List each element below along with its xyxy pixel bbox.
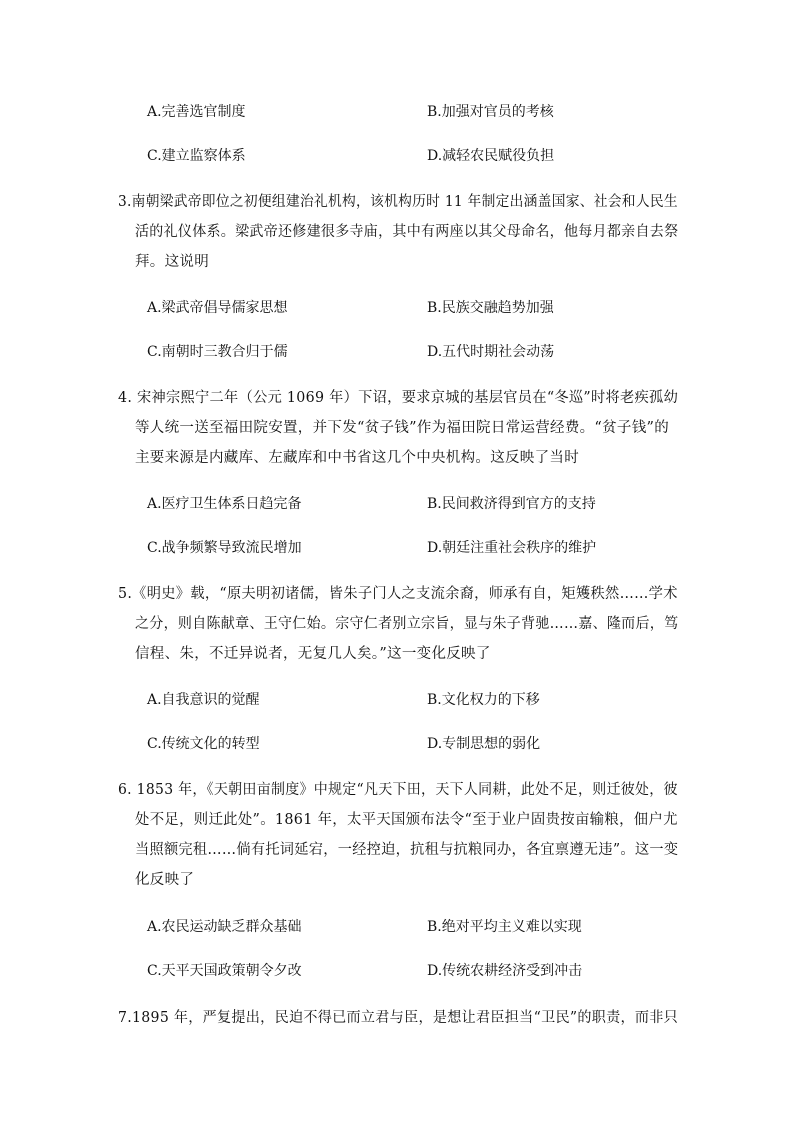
q3-option-a: A.梁武帝倡导儒家思想 xyxy=(147,300,288,316)
q3-option-b: B.民族交融趋势加强 xyxy=(427,300,554,316)
q7-stem-line-1: 7.1895 年，严复提出，民迫不得已而立君与臣，是想让君臣担当“卫民”的职责，而非只 xyxy=(118,1010,679,1026)
q2-option-b: B.加强对官员的考核 xyxy=(427,104,554,120)
q6-option-a: A.农民运动缺乏群众基础 xyxy=(147,919,302,935)
q4-option-b: B.民间救济得到官方的支持 xyxy=(427,496,596,512)
q6-stem-line-4: 化反映了 xyxy=(135,872,195,888)
q5-stem-line-3: 信程、朱，不迁异说者，无复几人矣。”这一变化反映了 xyxy=(135,646,491,662)
q4-stem-line-2: 等人统一送至福田院安置，并下发“贫子钱”作为福田院日常运营经费。“贫子钱”的 xyxy=(135,420,670,436)
q3-stem-line-1: 3.南朝梁武帝即位之初便组建治礼机构，该机构历时 11 年制定出涵盖国家、社会和人民生 xyxy=(118,194,678,210)
q4-option-a: A.医疗卫生体系日趋完备 xyxy=(147,496,302,512)
q3-stem-line-3: 拜。这说明 xyxy=(135,254,209,270)
q2-option-a: A.完善选官制度 xyxy=(147,104,246,120)
q5-option-a: A.自我意识的觉醒 xyxy=(147,692,260,708)
q5-option-b: B.文化权力的下移 xyxy=(427,692,540,708)
q5-stem-line-1: 5.《明史》载，“原夫明初诸儒，皆朱子门人之支流余裔，师承有自，矩矱秩然……学术 xyxy=(118,586,678,602)
q6-option-c: C.天平天国政策朝令夕改 xyxy=(147,963,302,979)
q6-option-d: D.传统农耕经济受到冲击 xyxy=(427,963,583,979)
q6-stem-line-1: 6. 1853 年，《天朝田亩制度》中规定“凡天下田，天下人同耕，此处不足，则迁彼处，彼 xyxy=(118,782,678,798)
q4-stem-line-3: 主要来源是内藏库、左藏库和中书省这几个中央机构。这反映了当时 xyxy=(135,450,579,466)
q6-option-b: B.绝对平均主义难以实现 xyxy=(427,919,582,935)
q5-option-d: D.专制思想的弱化 xyxy=(427,736,541,752)
q2-option-c: C.建立监察体系 xyxy=(147,148,246,164)
q5-stem-line-2: 之分，则自陈献章、王守仁始。宗守仁者别立宗旨，显与朱子背驰……嘉、隆而后，笃 xyxy=(135,616,679,632)
q5-option-c: C.传统文化的转型 xyxy=(147,736,260,752)
q4-stem-line-1: 4. 宋神宗熙宁二年（公元 1069 年）下诏，要求京城的基层官员在“冬巡”时将老疾孤幼 xyxy=(118,390,679,406)
q6-stem-line-3: 当照额完租……倘有托词延宕，一经控迫，抗租与抗粮同办，各宜禀遵无违”。这一变 xyxy=(135,842,679,858)
q3-option-d: D.五代时期社会动荡 xyxy=(427,344,555,360)
q3-stem-line-2: 活的礼仪体系。梁武帝还修建很多寺庙，其中有两座以其父母命名，他每月都亲自去祭 xyxy=(135,224,679,240)
q2-option-d: D.减轻农民赋役负担 xyxy=(427,148,555,164)
q6-stem-line-2: 处不足，则迁此处”。1861 年，太平天国颁布法令“至于业户固贵按亩输粮，佃户尤 xyxy=(135,812,678,828)
q4-option-c: C.战争频繁导致流民增加 xyxy=(147,540,302,556)
q3-option-c: C.南朝时三教合归于儒 xyxy=(147,344,288,360)
q4-option-d: D.朝廷注重社会秩序的维护 xyxy=(427,540,597,556)
